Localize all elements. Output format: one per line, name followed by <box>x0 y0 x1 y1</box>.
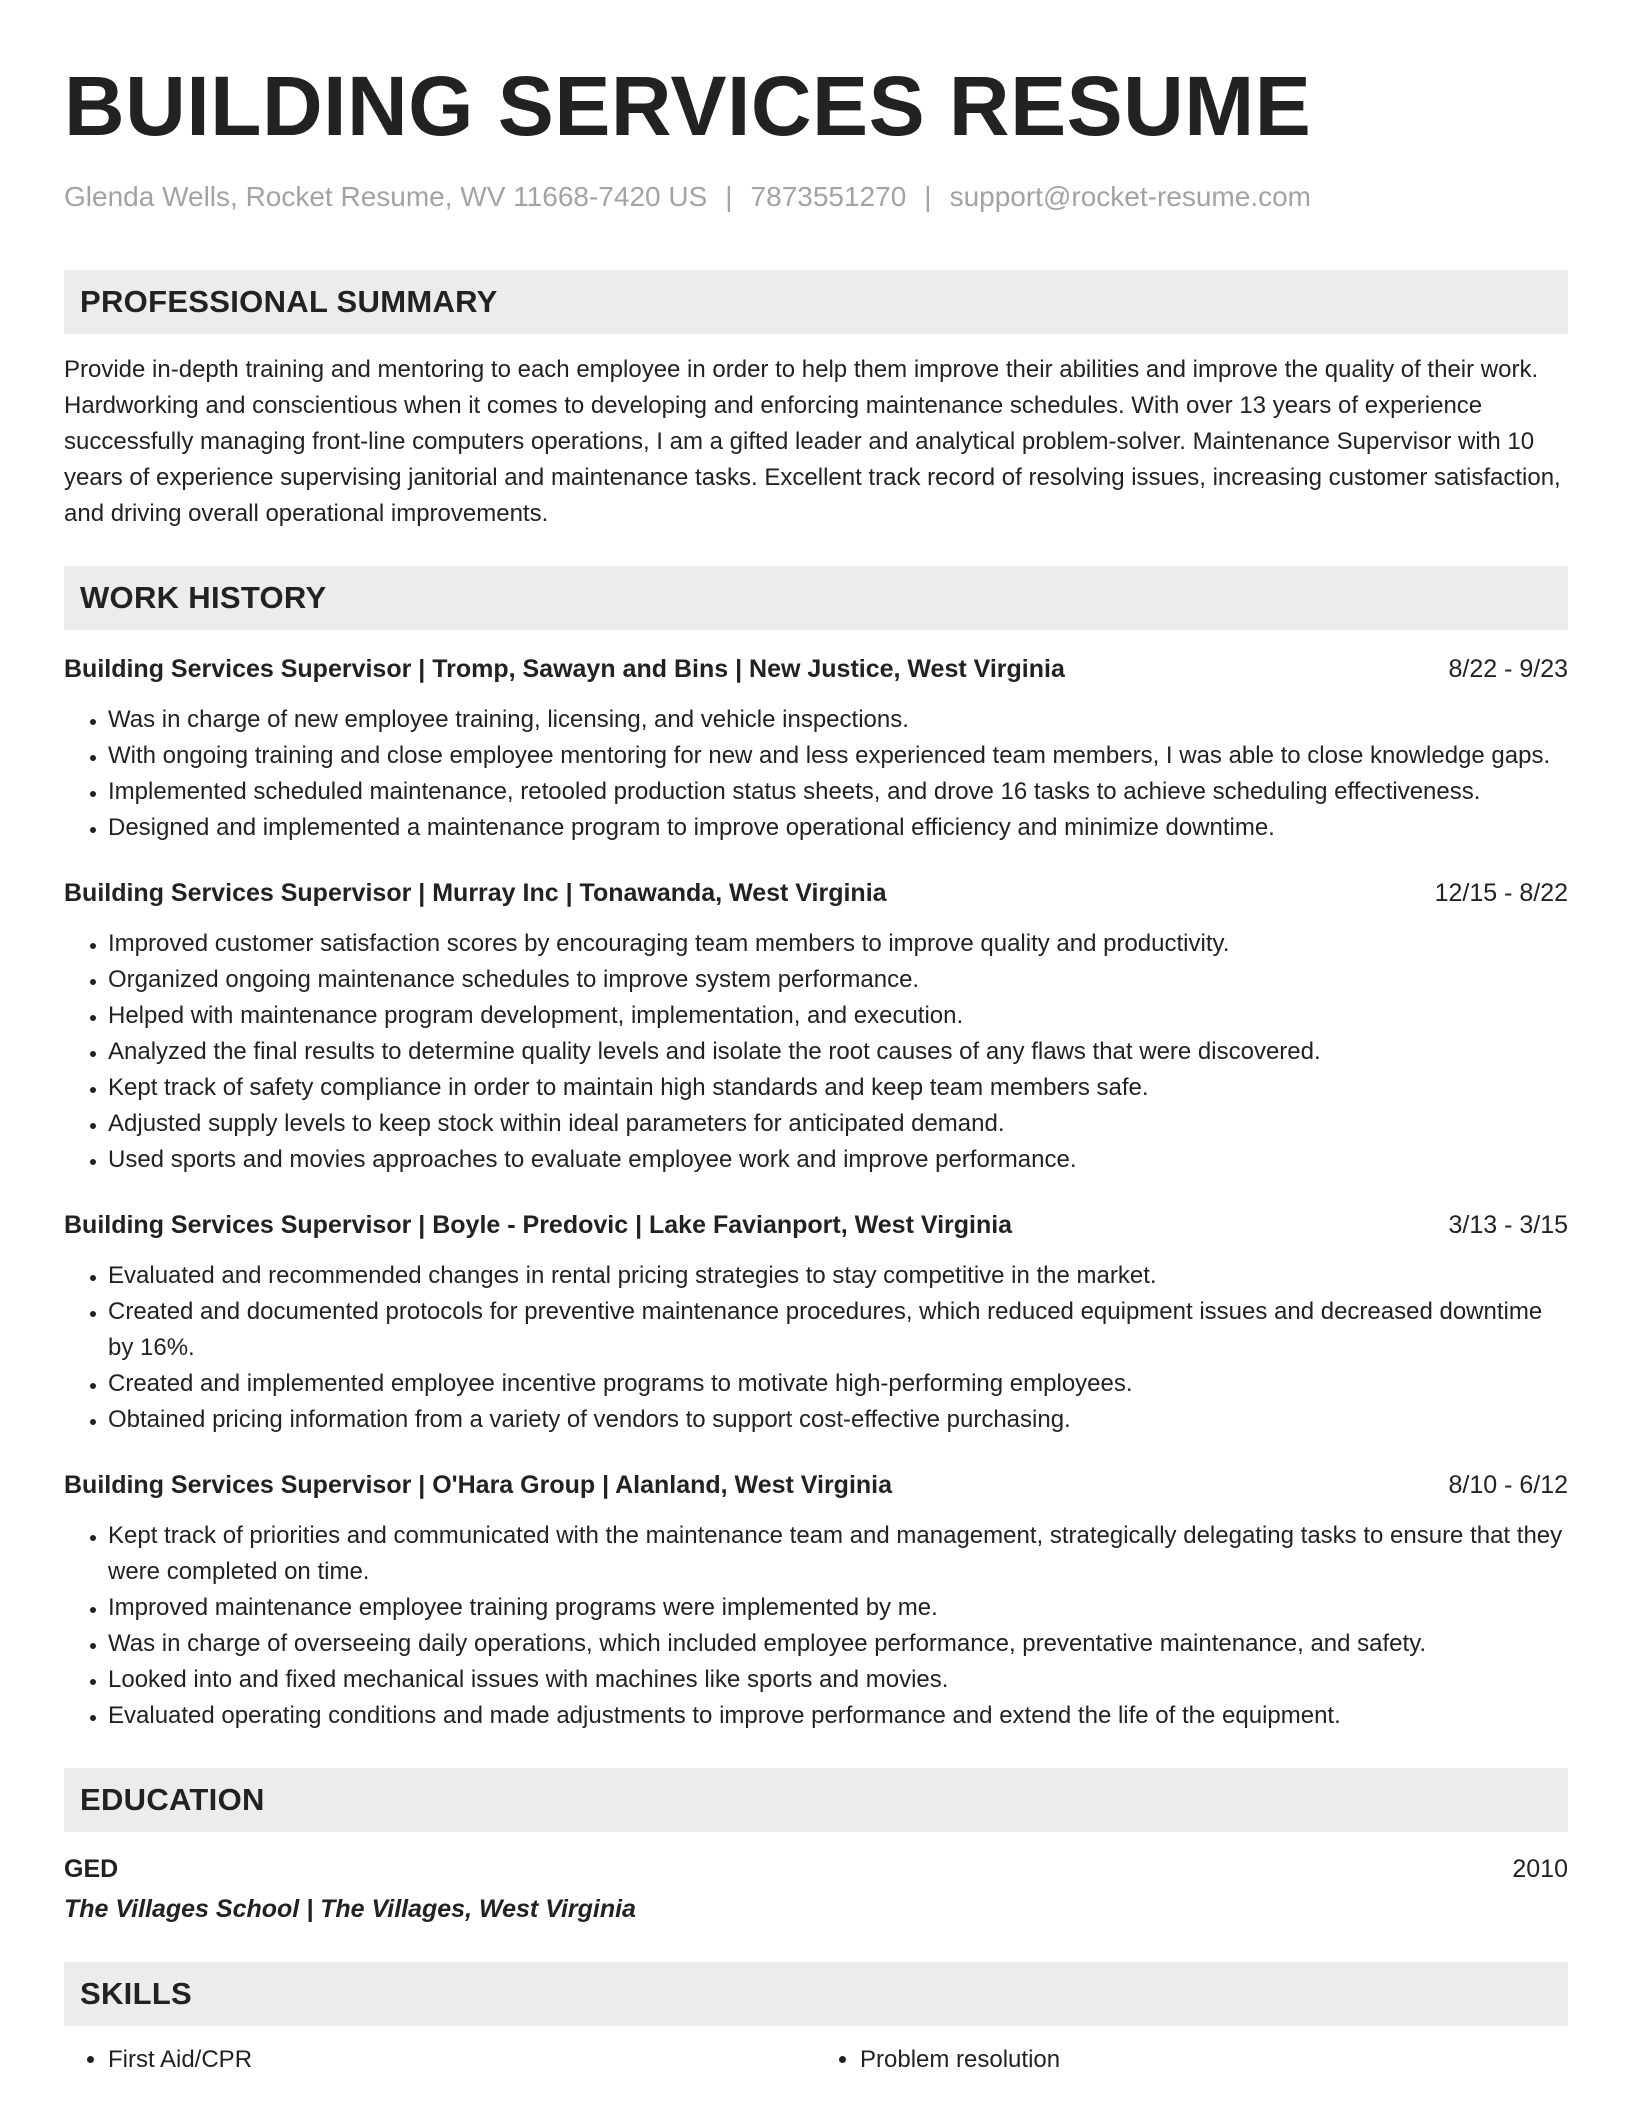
job-dates: 8/22 - 9/23 <box>1448 655 1568 683</box>
job-bullet: • Improved customer satisfaction scores by encouraging team members to improve quality and productivity. <box>108 926 1568 962</box>
job-bullet: • Kept track of safety compliance in order to maintain high standards and keep team members safe. <box>108 1070 1568 1106</box>
job-bullets <box>64 702 1568 846</box>
job-bullets <box>64 1518 1568 1734</box>
job-header <box>64 1468 1568 1502</box>
job-entry <box>64 652 1568 846</box>
job-header <box>64 652 1568 686</box>
job-bullets <box>64 1258 1568 1438</box>
job-bullet: • Designed and implemented a maintenance program to improve operational efficiency and minimize downtime. <box>108 810 1568 846</box>
job-entry <box>64 876 1568 1178</box>
resume-title: BUILDING SERVICES RESUME <box>64 59 1312 153</box>
education-year: 2010 <box>1512 1855 1568 1883</box>
job-bullet: • With ongoing training and close employee mentoring for new and less experienced team members, I was able to close knowledge gaps. <box>108 738 1568 774</box>
contact-separator: | <box>924 181 932 212</box>
education-degree: GED <box>64 1855 119 1883</box>
contact-phone: 7873551270 <box>750 181 907 212</box>
skill-item: • Problem resolution <box>860 2042 1568 2078</box>
job-dates: 3/13 - 3/15 <box>1448 1211 1568 1239</box>
work-history-heading: WORK HISTORY <box>64 566 1568 630</box>
job-header <box>64 1208 1568 1242</box>
summary-text: Provide in-depth training and mentoring to each employee in order to help them improve their abilities and improve the quality of their work. Hardworking and conscientious when it comes to developing and enforcing maintenance schedules. With over 13 years of experience successfully managing front-line computers operations, I am a gifted leader and analytical problem-solver. Maintenance Supervisor with 10 years of experience supervising janitorial and maintenance tasks. Excellent track record of resolving issues, increasing customer satisfaction, and driving overall operational improvements. <box>64 356 1561 527</box>
job-entry <box>64 1208 1568 1438</box>
skill-item: • First Aid/CPR <box>108 2042 816 2078</box>
summary-heading: PROFESSIONAL SUMMARY <box>64 270 1568 334</box>
summary-section <box>64 270 1568 532</box>
education-school: The Villages School | The Villages, West Virginia <box>64 1895 636 1923</box>
job-bullet: • Improved maintenance employee training programs were implemented by me. <box>108 1590 1568 1626</box>
job-title-line: Building Services Supervisor | O'Hara Group | Alanland, West Virginia <box>64 1471 893 1499</box>
job-bullet: • Implemented scheduled maintenance, retooled production status sheets, and drove 16 tasks to achieve scheduling effectiveness. <box>108 774 1568 810</box>
skills-column-left <box>64 2042 816 2078</box>
job-dates: 8/10 - 6/12 <box>1448 1471 1568 1499</box>
skills-grid <box>64 2042 1568 2078</box>
job-title-line: Building Services Supervisor | Boyle - Predovic | Lake Favianport, West Virginia <box>64 1211 1013 1239</box>
skills-heading: SKILLS <box>64 1962 1568 2026</box>
education-section <box>64 1768 1568 1926</box>
job-bullet: • Looked into and fixed mechanical issues with machines like sports and movies. <box>108 1662 1568 1698</box>
job-bullet: • Created and implemented employee incentive programs to motivate high-performing employees. <box>108 1366 1568 1402</box>
job-entry <box>64 1468 1568 1734</box>
contact-email: support@rocket-resume.com <box>949 181 1311 212</box>
job-bullet: • Evaluated operating conditions and made adjustments to improve performance and extend the life of the equipment. <box>108 1698 1568 1734</box>
job-bullet: • Organized ongoing maintenance schedules to improve system performance. <box>108 962 1568 998</box>
job-bullet: • Was in charge of overseeing daily operations, which included employee performance, preventative maintenance, and safety. <box>108 1626 1568 1662</box>
job-bullet: • Analyzed the final results to determine quality levels and isolate the root causes of any flaws that were discovered. <box>108 1034 1568 1070</box>
job-title-line: Building Services Supervisor | Tromp, Sawayn and Bins | New Justice, West Virginia <box>64 655 1065 683</box>
job-bullet: • Kept track of priorities and communicated with the maintenance team and management, strategically delegating tasks to ensure that they were completed on time. <box>108 1518 1568 1590</box>
skills-section <box>64 1962 1568 2078</box>
work-history-section <box>64 566 1568 1734</box>
job-bullet: • Used sports and movies approaches to evaluate employee work and improve performance. <box>108 1142 1568 1178</box>
job-header <box>64 876 1568 910</box>
education-entry <box>64 1852 1568 1926</box>
job-bullet: • Helped with maintenance program development, implementation, and execution. <box>108 998 1568 1034</box>
job-dates: 12/15 - 8/22 <box>1434 879 1568 907</box>
education-header <box>64 1852 1568 1886</box>
job-bullets <box>64 926 1568 1178</box>
contact-separator: | <box>725 181 733 212</box>
job-bullet: • Was in charge of new employee training, licensing, and vehicle inspections. <box>108 702 1568 738</box>
contact-line <box>64 178 1568 216</box>
job-title-line: Building Services Supervisor | Murray Inc | Tonawanda, West Virginia <box>64 879 887 907</box>
contact-address: Glenda Wells, Rocket Resume, WV 11668-7420 US <box>64 181 708 212</box>
job-bullet: • Created and documented protocols for preventive maintenance procedures, which reduced equipment issues and decreased downtime by 16%. <box>108 1294 1568 1366</box>
job-bullet: • Evaluated and recommended changes in rental pricing strategies to stay competitive in the market. <box>108 1258 1568 1294</box>
education-heading: EDUCATION <box>64 1768 1568 1832</box>
job-bullet: • Obtained pricing information from a variety of vendors to support cost-effective purchasing. <box>108 1402 1568 1438</box>
skills-column-right <box>816 2042 1568 2078</box>
job-bullet: • Adjusted supply levels to keep stock within ideal parameters for anticipated demand. <box>108 1106 1568 1142</box>
